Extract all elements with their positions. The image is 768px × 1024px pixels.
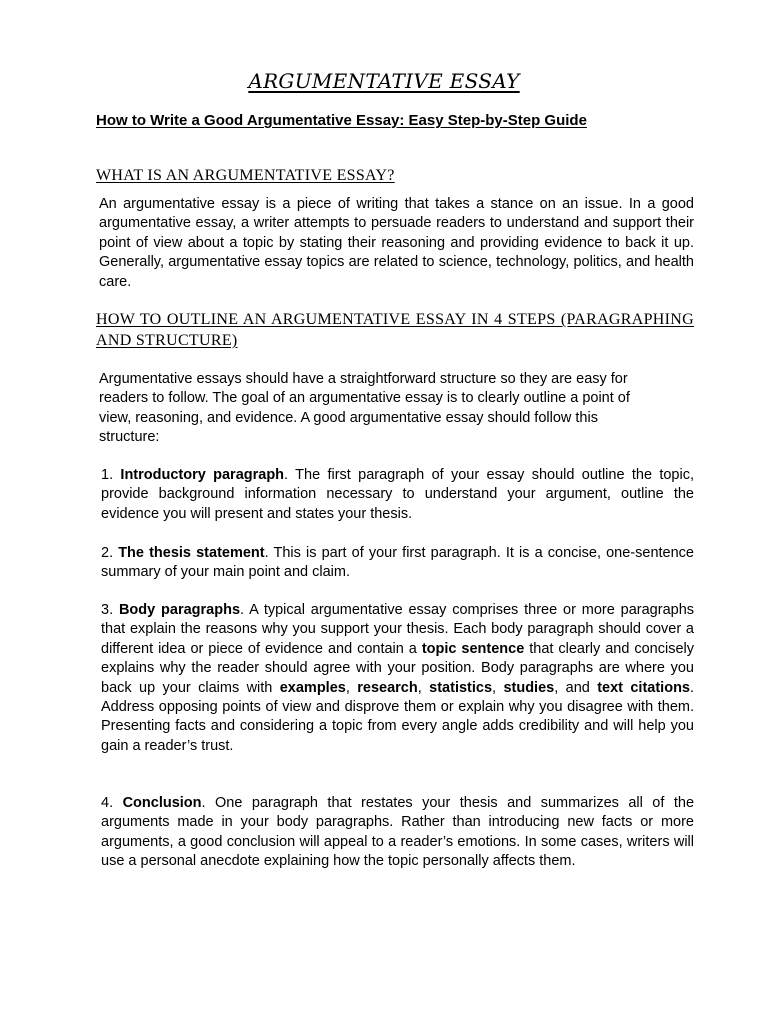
section-heading-what-is: WHAT IS AN ARGUMENTATIVE ESSAY? [96, 167, 395, 184]
section-paragraph-definition: An argumentative essay is a piece of writing that takes a stance on an issue. In a good argumentative essay, a writer attempts to persuade readers to understand and support their point of view about a topic by stating their reasoning and providing evidence to back it up. Generally, argumentative essay topics are related to science, technology, politics, and health care. [99, 196, 694, 290]
step-text: that clearly and concisely explains why the reader should agree with your position. Body paragraphs are where you back up your claims with [101, 640, 695, 696]
step-term: The thesis statement [118, 545, 265, 561]
term-text-citations: text citations [597, 679, 690, 696]
step-number: 2. [101, 545, 114, 561]
separator: , [345, 679, 358, 696]
separator: , [492, 679, 504, 696]
separator: , [417, 679, 430, 696]
separator: , and [554, 679, 598, 696]
term-topic-sentence: topic sentence [421, 640, 525, 657]
document-subtitle: How to Write a Good Argumentative Essay: Easy Step-by-Step Guide [96, 112, 587, 129]
term-research: research [357, 679, 418, 696]
step-text: . The first paragraph of your essay should outline the topic, provide background information necessary to understand your argument, outline the evidence you will present and states your thesis. [101, 467, 694, 522]
document-title: ARGUMENTATIVE ESSAY [248, 69, 520, 93]
step-text: . One paragraph that restates your thesis and summarizes all of the arguments made in your body paragraphs. Rather than introducing new facts or more arguments, a good conclusion will appeal to a reader’s emotions. In some cases, writers will use a personal anecdote explaining how the topic personally affects them. [101, 795, 695, 870]
step-number: 1. [101, 467, 114, 483]
step-term: Body paragraphs [118, 602, 241, 618]
step-item-thesis [101, 544, 694, 583]
term-studies: studies [503, 679, 555, 696]
step-text: . Address opposing points of view and disprove them or explain why you disagree with them. Presenting facts and considering a topic from every angle adds credibility and will help you gain a reader’s trust. [101, 679, 695, 754]
step-term: Introductory paragraph [120, 467, 285, 483]
term-examples: examples [279, 679, 346, 696]
step-text: . A typical argumentative essay comprises three or more paragraphs that explain the reasons why you support your thesis. Each body paragraph should cover a different idea or piece of evidence and contain a [101, 602, 695, 657]
step-item-conclusion [101, 794, 694, 872]
term-statistics: statistics [429, 679, 493, 696]
step-item-body [101, 601, 694, 756]
section-heading-how-to-outline: HOW TO OUTLINE AN ARGUMENTATIVE ESSAY IN 4 STEPS (PARAGRAPHING AND STRUCTURE) [96, 311, 694, 349]
section-paragraph-structure-intro: Argumentative essays should have a straightforward structure so they are easy for readers to follow. The goal of an argumentative essay is to clearly outline a point of view, reasoning, and evidence. A good argumentative essay should follow this structure: [99, 371, 630, 446]
step-text: . This is part of your first paragraph. It is a concise, one-sentence summary of your main point and claim. [101, 545, 694, 581]
step-term: Conclusion [122, 795, 202, 811]
step-number: 4. [101, 795, 114, 811]
step-number: 3. [101, 602, 114, 618]
step-item-introductory [101, 466, 694, 524]
